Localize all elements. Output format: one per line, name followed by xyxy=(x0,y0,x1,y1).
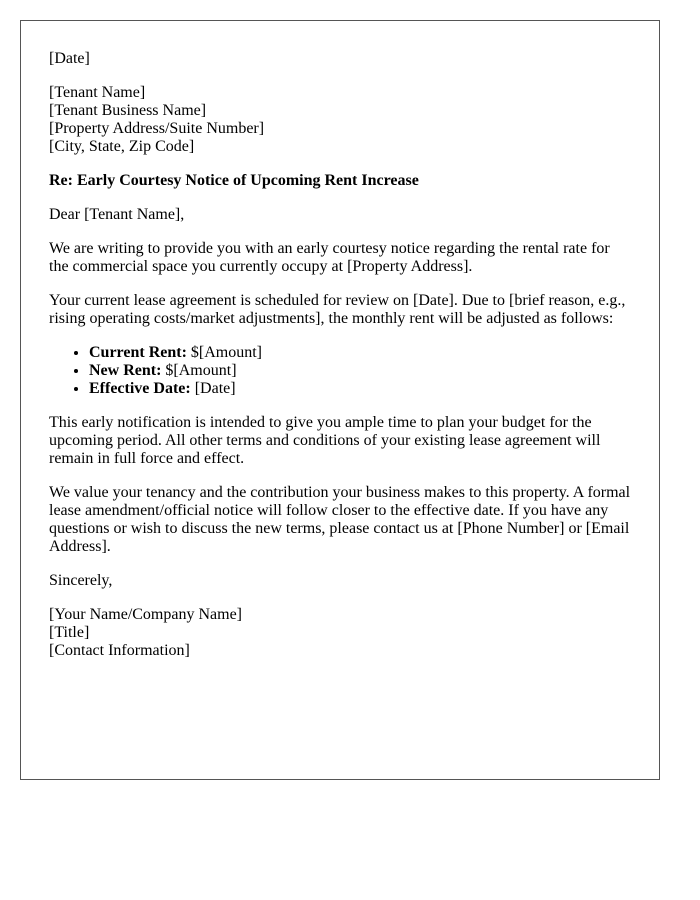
letter-page xyxy=(20,20,660,780)
property-address: [Property Address/Suite Number] xyxy=(49,120,265,137)
rent-details-list xyxy=(49,344,631,398)
salutation: Dear [Tenant Name], xyxy=(49,206,185,223)
signature-block xyxy=(49,606,631,660)
rent-item-label: Current Rent: xyxy=(89,344,187,361)
closing-paragraph: We value your tenancy and the contribution your business makes to this property. A formal lease amendment/official notice will follow closer to the effective date. If you have any questions or wish to discuss the new terms, please contact us at [Phone Number] or [Email Address]. xyxy=(49,484,631,555)
intro-paragraph: We are writing to provide you with an early courtesy notice regarding the rental rate for the commercial space you currently occupy at [Property Address]. xyxy=(49,240,610,275)
signer-title: [Title] xyxy=(49,624,90,641)
city-state-zip: [City, State, Zip Code] xyxy=(49,138,195,155)
recipient-address-block xyxy=(49,84,631,156)
signoff: Sincerely, xyxy=(49,572,113,589)
notification-paragraph: This early notification is intended to give you ample time to plan your budget for the upcoming period. All other terms and conditions of your existing lease agreement will remain in full force and effect. xyxy=(49,414,601,467)
signer-name: [Your Name/Company Name] xyxy=(49,606,243,623)
review-paragraph: Your current lease agreement is scheduled for review on [Date]. Due to [brief reason, e.g., rising operating costs/market adjustments], the monthly rent will be adjusted as follows: xyxy=(49,292,626,327)
rent-item-value: $[Amount] xyxy=(161,362,237,379)
list-item xyxy=(89,362,631,380)
rent-item-value: [Date] xyxy=(190,380,236,397)
tenant-business-name: [Tenant Business Name] xyxy=(49,102,207,119)
subject-line: Re: Early Courtesy Notice of Upcoming Rent Increase xyxy=(49,172,419,189)
signer-contact: [Contact Information] xyxy=(49,642,190,659)
rent-item-label: Effective Date: xyxy=(89,380,191,397)
list-item xyxy=(89,344,631,362)
list-item xyxy=(89,380,631,398)
rent-item-label: New Rent: xyxy=(89,362,162,379)
tenant-name: [Tenant Name] xyxy=(49,84,146,101)
rent-item-value: $[Amount] xyxy=(186,344,263,361)
letter-date: [Date] xyxy=(49,50,90,67)
